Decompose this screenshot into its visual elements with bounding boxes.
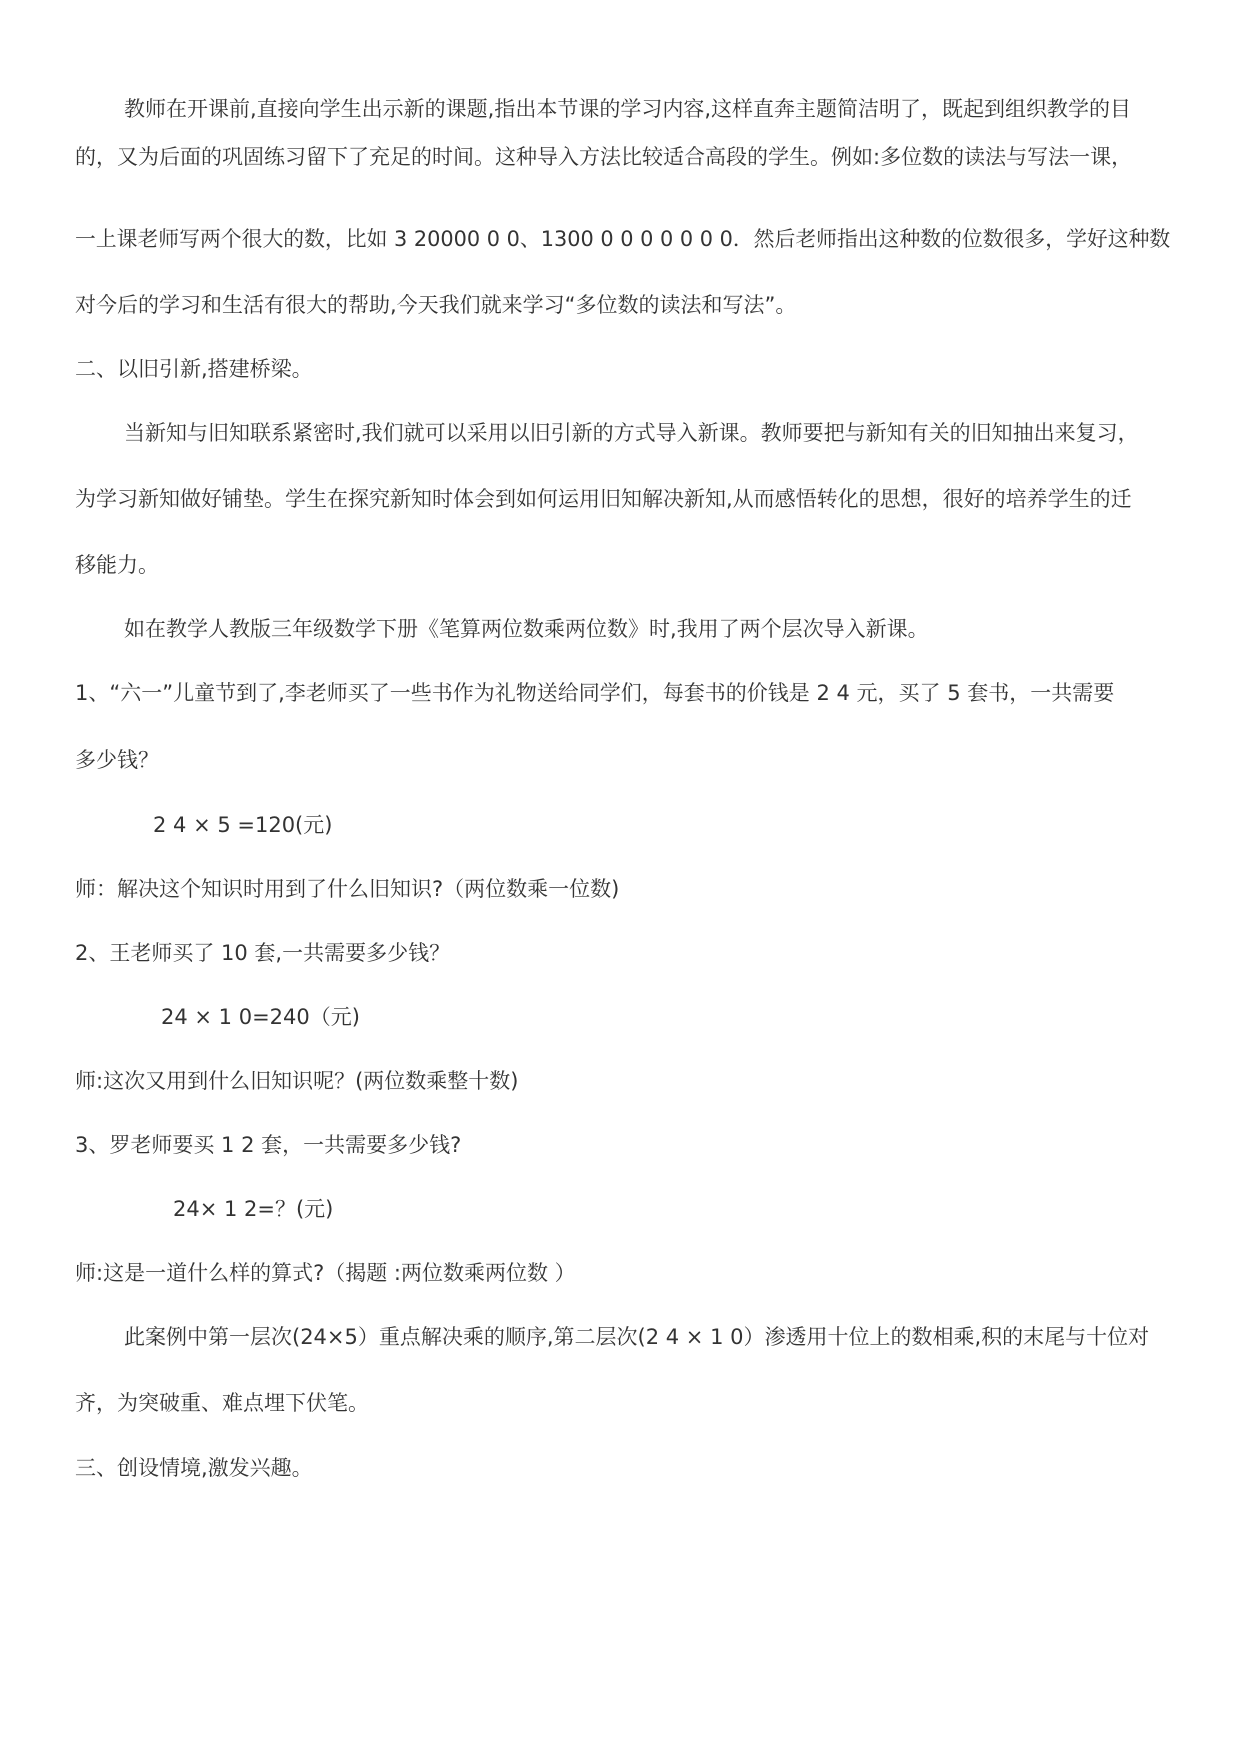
question-line: 1、“六一”儿童节到了,李老师买了一些书作为礼物送给同学们，每套书的价钱是 2 4 元，买了 5 套书，一共需要 [75, 681, 1115, 705]
question-line: 2、王老师买了 10 套,一共需要多少钱？ [75, 941, 451, 965]
paragraph-line: 为学习新知做好铺垫。学生在探究新知时体会到如何运用旧知解决新知,从而感悟转化的思想，很好的培养学生的迁 [75, 487, 1132, 511]
paragraph-line: 对今后的学习和生活有很大的帮助,今天我们就来学习“多位数的读法和写法”。 [75, 293, 797, 317]
paragraph-line: 的，又为后面的巩固练习留下了充足的时间。这种导入方法比较适合高段的学生。例如:多位数的读法与写法一课， [75, 145, 1133, 169]
section-heading: 二、以旧引新,搭建桥梁。 [75, 357, 313, 381]
formula-line: 24 × 1 0=240（元) [161, 1005, 360, 1029]
paragraph-line: 此案例中第一层次(24×5）重点解决乘的顺序,第二层次(2 4 × 1 0）渗透用十位上的数相乘,积的末尾与十位对 [124, 1325, 1150, 1349]
dialogue-line: 师:这次又用到什么旧知识呢？(两位数乘整十数) [75, 1069, 519, 1093]
paragraph-line: 当新知与旧知联系紧密时,我们就可以采用以旧引新的方式导入新课。教师要把与新知有关的旧知抽出来复习， [124, 421, 1139, 445]
formula-line: 2 4 × 5 =120(元) [153, 813, 333, 837]
question-line: 多少钱？ [75, 748, 159, 772]
section-heading: 三、创设情境,激发兴趣。 [75, 1456, 313, 1480]
paragraph-line: 如在教学人教版三年级数学下册《笔算两位数乘两位数》时,我用了两个层次导入新课。 [124, 617, 929, 641]
formula-line: 24× 1 2=？(元) [173, 1197, 334, 1221]
question-line: 3、罗老师要买 1 2 套，一共需要多少钱? [75, 1133, 462, 1157]
dialogue-line: 师：解决这个知识时用到了什么旧知识?（两位数乘一位数) [75, 877, 620, 901]
paragraph-line: 齐，为突破重、难点埋下伏笔。 [75, 1391, 369, 1415]
paragraph-line: 一上课老师写两个很大的数，比如 3 20000 0 0、1300 0 0 0 0 0 0 0．然后老师指出这种数的位数很多，学好这种数 [75, 227, 1171, 251]
dialogue-line: 师:这是一道什么样的算式?（揭题 :两位数乘两位数 ） [75, 1261, 576, 1285]
paragraph-line: 移能力。 [75, 553, 159, 577]
paragraph-line: 教师在开课前,直接向学生出示新的课题,指出本节课的学习内容,这样直奔主题简洁明了，既起到组织教学的目 [124, 97, 1132, 121]
